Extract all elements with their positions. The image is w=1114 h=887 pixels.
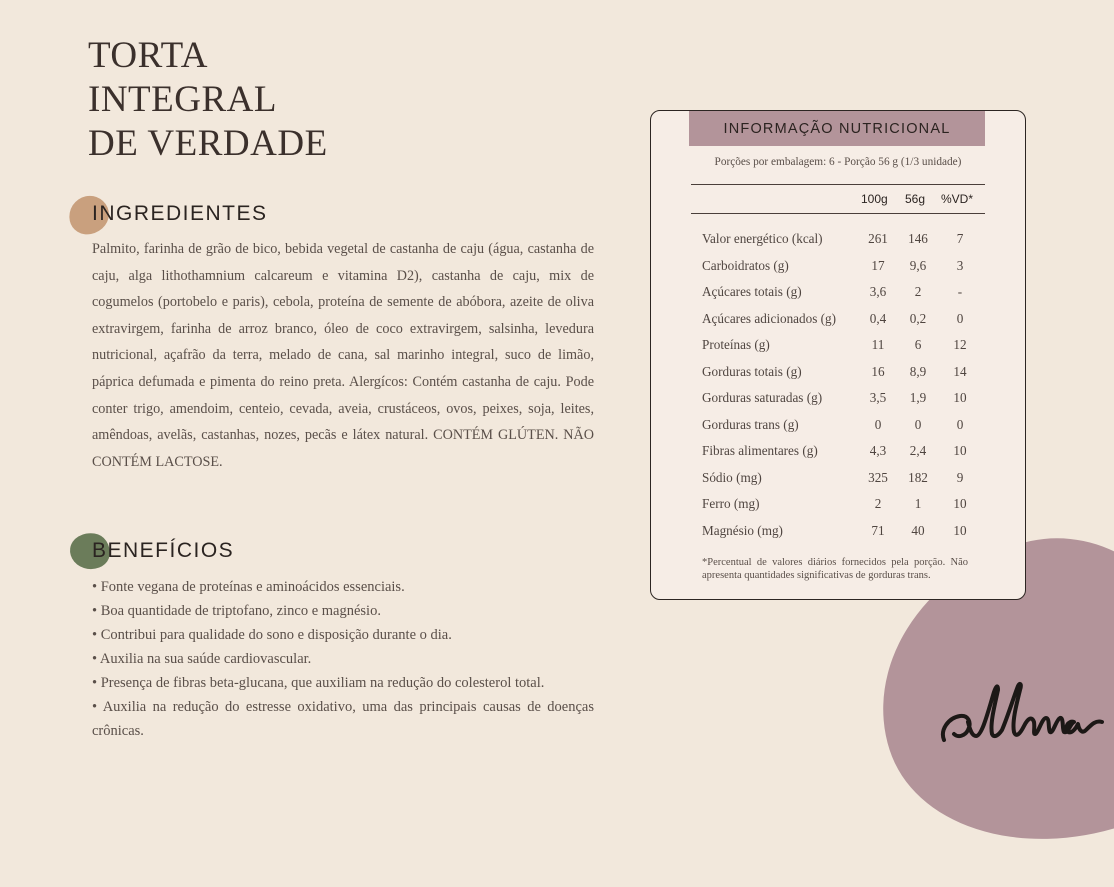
allma-logo: [938, 672, 1104, 752]
nutrition-row: [702, 308, 982, 335]
benefit-item: • Boa quantidade de triptofano, zinco e magnésio.: [92, 599, 594, 623]
value-100g: 11: [871, 337, 885, 352]
value-100g: 71: [871, 522, 885, 538]
nutrient-name: Sódio (mg): [702, 469, 762, 485]
value-56g: 0,2: [909, 310, 927, 326]
nutrient-name: Proteínas (g): [702, 337, 770, 352]
column-header-56g: 56g: [905, 192, 926, 206]
value-100g: 0,4: [869, 310, 887, 326]
nutrition-column-headers: [691, 184, 985, 214]
nutrient-name: Magnésio (mg): [702, 522, 783, 538]
nutrition-footnote: *Percentual de valores diários fornecidos pela porção. Não apresenta quantidades significativas de gorduras trans.: [702, 557, 968, 581]
value-56g: 9,6: [909, 257, 927, 273]
value-vd: 14: [953, 363, 967, 379]
title-line: INTEGRAL: [88, 79, 277, 120]
benefit-item: • Fonte vegana de proteínas e aminoácidos essenciais.: [92, 575, 594, 599]
nutrient-name: Fibras alimentares (g): [702, 443, 818, 458]
nutrient-name: Açúcares totais (g): [702, 284, 802, 299]
nutrition-heading: INFORMAÇÃO NUTRICIONAL: [689, 111, 985, 146]
value-56g: 8,9: [909, 363, 927, 379]
value-56g: 182: [908, 469, 928, 485]
nutrition-row: [702, 255, 982, 282]
value-vd: 10: [953, 496, 967, 511]
benefits-list: [92, 575, 594, 743]
value-56g: 146: [908, 231, 928, 246]
title-line: TORTA: [88, 35, 208, 76]
nutrition-row: [702, 493, 982, 520]
value-56g: 1,9: [909, 390, 927, 405]
benefit-item: • Contribui para qualidade do sono e disposição durante o dia.: [92, 623, 594, 647]
value-100g: 261: [868, 231, 888, 246]
value-vd: -: [957, 284, 963, 299]
ingredients-heading: INGREDIENTES: [92, 202, 268, 225]
value-vd: 3: [956, 257, 964, 273]
value-56g: 6: [914, 337, 922, 352]
value-56g: 2: [914, 284, 922, 299]
value-100g: 0: [874, 416, 882, 432]
benefit-item: • Presença de fibras beta-glucana, que auxiliam na redução do colesterol total.: [92, 671, 594, 695]
value-vd: 7: [956, 231, 964, 246]
value-vd: 0: [956, 310, 964, 326]
nutrient-name: Gorduras trans (g): [702, 416, 799, 432]
value-100g: 3,5: [869, 390, 887, 405]
value-100g: 16: [871, 363, 885, 379]
nutrient-name: Ferro (mg): [702, 496, 760, 511]
value-100g: 2: [874, 496, 882, 511]
nutrient-name: Valor energético (kcal): [702, 231, 823, 246]
nutrition-row: [702, 361, 982, 388]
product-title: [88, 34, 328, 166]
nutrition-row: [702, 467, 982, 494]
nutrition-row: [702, 414, 982, 441]
nutrition-row: [702, 281, 982, 308]
value-100g: 325: [868, 469, 888, 485]
value-56g: 0: [914, 416, 922, 432]
nutrient-name: Carboidratos (g): [702, 257, 789, 273]
nutrient-name: Açúcares adicionados (g): [702, 310, 837, 326]
nutrition-row: [702, 520, 982, 547]
nutrition-serving-info: Porções por embalagem: 6 - Porção 56 g (1/3 unidade): [714, 156, 962, 168]
nutrition-row: [702, 387, 982, 414]
column-header-100g: 100g: [861, 192, 888, 206]
value-vd: 12: [953, 337, 967, 352]
nutrient-name: Gorduras saturadas (g): [702, 390, 823, 405]
value-vd: 10: [953, 522, 967, 538]
nutrition-facts-panel: [650, 110, 1026, 600]
nutrition-row: [702, 334, 982, 361]
benefit-item: • Auxilia na sua saúde cardiovascular.: [92, 647, 594, 671]
value-100g: 17: [871, 257, 885, 273]
benefit-item: • Auxilia na redução do estresse oxidativo, uma das principais causas de doenças crônicas.: [92, 695, 594, 743]
value-56g: 2,4: [909, 443, 927, 458]
value-vd: 0: [956, 416, 964, 432]
value-100g: 3,6: [869, 284, 887, 299]
nutrition-rows: [702, 228, 982, 546]
column-header-vd: %VD*: [941, 192, 974, 206]
value-56g: 1: [914, 496, 922, 511]
value-vd: 9: [956, 469, 964, 485]
benefits-heading: BENEFÍCIOS: [92, 539, 235, 562]
nutrient-name: Gorduras totais (g): [702, 363, 802, 379]
value-100g: 4,3: [869, 443, 887, 458]
value-vd: 10: [953, 443, 967, 458]
nutrition-row: [702, 440, 982, 467]
nutrition-row: [702, 228, 982, 255]
title-line: DE VERDADE: [88, 123, 328, 164]
value-vd: 10: [953, 390, 967, 405]
ingredients-text: Palmito, farinha de grão de bico, bebida vegetal de castanha de caju (água, castanha de caju, alga lithothamnium calcareum e vitamina D2), castanha de caju, mix de cogumelos (portobelo e paris), cebola, proteína de semente de abóbora, azeite de oliva extravirgem, farinha de arroz branco, óleo de coco extravirgem, salsinha, levedura nutricional, açafrão da terra, melado de cana, sal marinho integral, suco de limão, páprica defumada e pimenta do reino preta. Alergícos: Contém castanha de caju. Pode conter trigo, amendoim, centeio, cevada, aveia, crustáceos, ovos, peixes, soja, leites, amêndoas, avelãs, castanhas, nozes, pecãs e látex natural. CONTÉM GLÚTEN. NÃO CONTÉM LACTOSE.: [92, 241, 594, 470]
value-56g: 40: [911, 522, 925, 538]
